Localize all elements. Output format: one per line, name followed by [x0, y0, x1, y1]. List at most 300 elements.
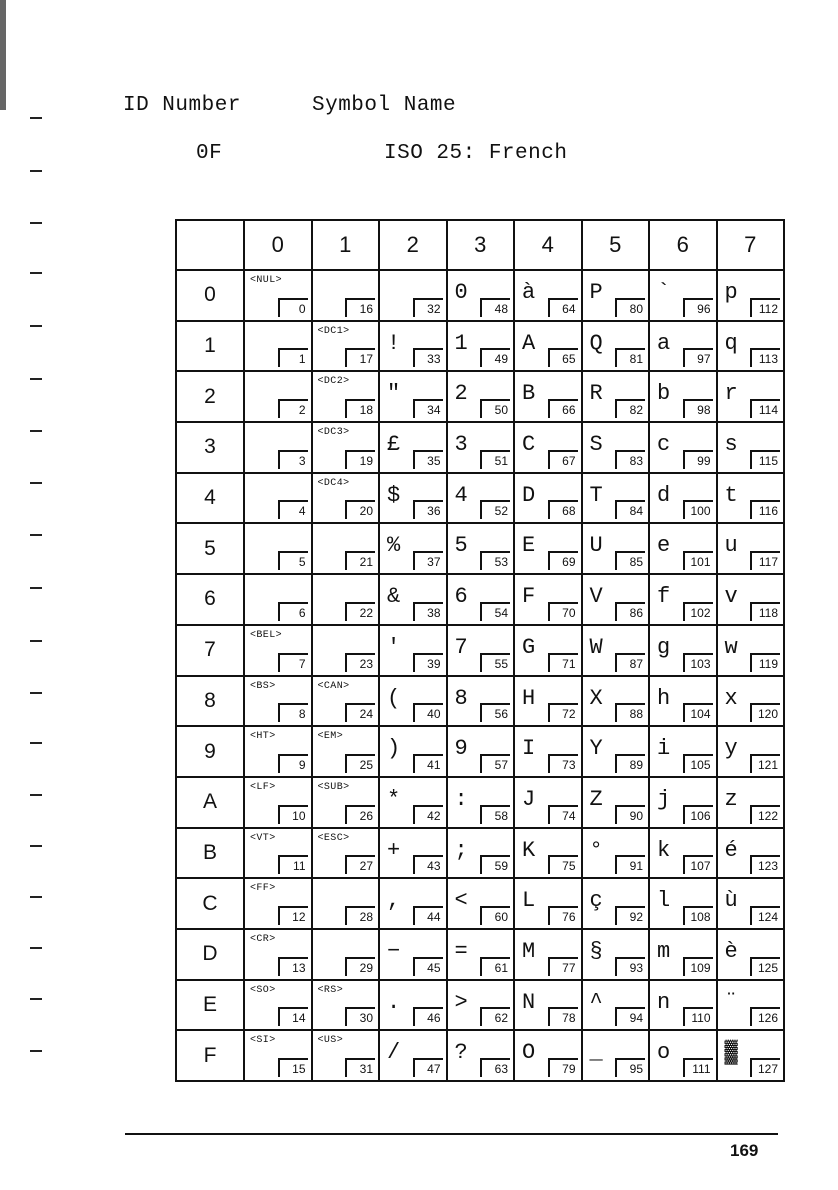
table-cell [649, 1030, 717, 1081]
table-cell [514, 422, 582, 473]
table-cell [717, 422, 785, 473]
margin-tick-mark [30, 272, 42, 274]
decimal-code-box: 58 [480, 805, 510, 824]
table-cell [312, 878, 380, 929]
table-cell [649, 574, 717, 625]
margin-tick-mark [30, 170, 42, 172]
table-cell [447, 473, 515, 524]
decimal-code-box: 109 [683, 957, 713, 976]
table-cell [582, 929, 650, 980]
table-cell [379, 523, 447, 574]
control-code-label: <HT> [250, 731, 276, 743]
control-code-label: <DC2> [317, 376, 350, 388]
decimal-code-box: 49 [480, 348, 510, 367]
decimal-code-box: 26 [345, 805, 375, 824]
table-row [176, 929, 784, 980]
row-header: C [176, 878, 244, 929]
decimal-code-box: 64 [548, 298, 578, 317]
table-cell [379, 371, 447, 422]
character-glyph: K [522, 837, 536, 863]
character-glyph: à [522, 280, 536, 305]
decimal-code-box: 42 [413, 805, 443, 824]
decimal-code-box: 19 [345, 450, 375, 469]
decimal-code-box: 118 [750, 602, 780, 621]
character-glyph: t [724, 482, 738, 508]
row-header: 0 [176, 270, 244, 321]
table-cell [312, 321, 380, 372]
column-header: 6 [649, 220, 717, 270]
table-cell [582, 574, 650, 625]
decimal-code-box: 73 [548, 754, 578, 773]
character-glyph: 6 [454, 584, 468, 610]
table-cell [649, 371, 717, 422]
decimal-code-box: 119 [750, 653, 780, 672]
table-cell [379, 777, 447, 828]
control-code-label: <NUL> [250, 275, 283, 286]
decimal-code-box: 113 [750, 348, 780, 367]
row-header: 5 [176, 523, 244, 574]
decimal-code-box: 41 [413, 754, 443, 773]
table-cell [717, 523, 785, 574]
table-cell [514, 321, 582, 372]
table-cell [447, 777, 515, 828]
decimal-code-box: 94 [615, 1007, 645, 1026]
table-row [176, 828, 784, 879]
table-cell [312, 270, 380, 321]
row-header: E [176, 980, 244, 1031]
decimal-code-box: 70 [548, 602, 578, 621]
row-header: 7 [176, 625, 244, 676]
character-glyph: è [724, 938, 738, 964]
table-cell [244, 625, 312, 676]
character-glyph: k [657, 837, 671, 863]
margin-tick-mark [30, 534, 42, 536]
table-row [176, 625, 784, 676]
decimal-code-box: 84 [615, 500, 645, 519]
character-glyph: 2 [454, 381, 468, 407]
decimal-code-box: 122 [750, 805, 780, 824]
decimal-code-box: 24 [345, 703, 375, 722]
character-glyph: m [657, 938, 671, 964]
table-cell [514, 523, 582, 574]
decimal-code-box: 0 [278, 298, 308, 317]
character-glyph: h [657, 685, 671, 711]
control-code-label: <DC3> [317, 427, 350, 439]
decimal-code-box: 116 [750, 500, 780, 519]
character-glyph: U [589, 533, 603, 559]
row-header: 3 [176, 422, 244, 473]
table-cell [717, 371, 785, 422]
character-glyph: / [387, 1040, 401, 1066]
table-cell [717, 828, 785, 879]
decimal-code-box: 68 [548, 500, 578, 519]
row-header: B [176, 828, 244, 879]
table-cell [244, 676, 312, 727]
table-cell [582, 321, 650, 372]
decimal-code-box: 12 [278, 906, 308, 925]
character-glyph: * [387, 786, 401, 812]
character-glyph: & [387, 584, 401, 610]
character-glyph: C [522, 432, 536, 458]
table-cell [379, 321, 447, 372]
table-cell [717, 980, 785, 1031]
decimal-code-box: 47 [413, 1058, 443, 1077]
table-cell [447, 270, 515, 321]
table-cell [649, 321, 717, 372]
decimal-code-box: 80 [615, 298, 645, 317]
table-cell [244, 321, 312, 372]
decimal-code-box: 76 [548, 906, 578, 925]
table-cell [244, 929, 312, 980]
table-cell [379, 574, 447, 625]
table-cell [312, 676, 380, 727]
column-header: 2 [379, 220, 447, 270]
table-cell [244, 473, 312, 524]
table-cell [717, 473, 785, 524]
control-code-label: <RS> [317, 984, 344, 996]
character-glyph: £ [387, 432, 401, 458]
decimal-code-box: 6 [278, 602, 308, 621]
character-glyph: ! [387, 330, 401, 356]
decimal-code-box: 74 [548, 805, 578, 824]
decimal-code-box: 34 [413, 399, 443, 418]
character-glyph: o [657, 1040, 671, 1066]
table-cell [244, 980, 312, 1031]
decimal-code-box: 52 [480, 500, 510, 519]
decimal-code-box: 72 [548, 703, 578, 722]
decimal-code-box: 16 [345, 298, 375, 317]
character-glyph: c [657, 432, 671, 458]
table-cell [447, 523, 515, 574]
decimal-code-box: 59 [480, 855, 510, 874]
table-cell [582, 726, 650, 777]
table-cell [244, 878, 312, 929]
table-cell [379, 828, 447, 879]
character-glyph: − [387, 938, 401, 964]
table-cell [244, 270, 312, 321]
table-cell [312, 726, 380, 777]
table-cell [447, 321, 515, 372]
table-cell [379, 473, 447, 524]
character-glyph: f [657, 584, 671, 610]
decimal-code-box: 54 [480, 602, 510, 621]
table-cell [244, 523, 312, 574]
decimal-code-box: 100 [683, 500, 713, 519]
decimal-code-box: 22 [345, 602, 375, 621]
table-cell [649, 777, 717, 828]
table-cell [447, 878, 515, 929]
table-cell [244, 574, 312, 625]
decimal-code-box: 11 [278, 855, 308, 874]
table-row [176, 523, 784, 574]
table-cell [312, 625, 380, 676]
decimal-code-box: 5 [278, 551, 308, 570]
table-cell [379, 878, 447, 929]
character-glyph: 0 [454, 280, 468, 305]
margin-tick-mark [30, 222, 42, 224]
table-cell [312, 828, 380, 879]
character-glyph: n [657, 989, 671, 1015]
character-glyph: . [387, 989, 401, 1015]
decimal-code-box: 78 [548, 1007, 578, 1026]
character-glyph: I [522, 736, 536, 762]
decimal-code-box: 10 [278, 805, 308, 824]
character-glyph: ? [454, 1040, 468, 1066]
table-cell [447, 980, 515, 1031]
decimal-code-box: 18 [345, 399, 375, 418]
character-glyph: $ [387, 482, 401, 508]
table-cell [312, 371, 380, 422]
decimal-code-box: 67 [548, 450, 578, 469]
table-cell [379, 929, 447, 980]
decimal-code-box: 51 [480, 450, 510, 469]
table-row [176, 726, 784, 777]
decimal-code-box: 88 [615, 703, 645, 722]
decimal-code-box: 105 [683, 754, 713, 773]
table-cell [312, 473, 380, 524]
character-glyph: x [724, 685, 738, 711]
decimal-code-box: 50 [480, 399, 510, 418]
decimal-code-box: 82 [615, 399, 645, 418]
decimal-code-box: 81 [615, 348, 645, 367]
character-glyph: V [589, 584, 603, 610]
table-row [176, 270, 784, 321]
margin-tick-mark [30, 845, 42, 847]
decimal-code-box: 101 [683, 551, 713, 570]
table-cell [649, 270, 717, 321]
table-cell [312, 523, 380, 574]
table-cell [379, 726, 447, 777]
decimal-code-box: 43 [413, 855, 443, 874]
character-glyph: ¨ [724, 989, 738, 1015]
scan-edge-shadow [0, 0, 6, 110]
table-cell [514, 929, 582, 980]
decimal-code-box: 108 [683, 906, 713, 925]
decimal-code-box: 83 [615, 450, 645, 469]
control-code-label: <BS> [250, 680, 276, 692]
table-cell [514, 371, 582, 422]
character-glyph: ^ [589, 989, 603, 1015]
table-row [176, 980, 784, 1031]
table-cell [649, 828, 717, 879]
table-cell [244, 422, 312, 473]
table-cell [514, 625, 582, 676]
table-cell [379, 422, 447, 473]
decimal-code-box: 77 [548, 957, 578, 976]
table-cell [717, 929, 785, 980]
table-cell [312, 574, 380, 625]
character-table-body [176, 270, 784, 1081]
character-glyph: D [522, 482, 536, 508]
row-header: F [176, 1030, 244, 1081]
decimal-code-box: 103 [683, 653, 713, 672]
decimal-code-box: 69 [548, 551, 578, 570]
character-glyph: B [522, 381, 536, 407]
decimal-code-box: 44 [413, 906, 443, 925]
decimal-code-box: 107 [683, 855, 713, 874]
control-code-label: <SO> [250, 984, 276, 996]
table-cell [717, 878, 785, 929]
character-glyph: N [522, 989, 536, 1015]
table-row [176, 473, 784, 524]
column-header: 5 [582, 220, 650, 270]
decimal-code-box: 79 [548, 1058, 578, 1077]
decimal-code-box: 38 [413, 602, 443, 621]
control-code-label: <SUB> [317, 781, 350, 793]
character-glyph: v [724, 584, 738, 610]
table-cell [717, 321, 785, 372]
footer-rule [125, 1133, 778, 1135]
decimal-code-box: 102 [683, 602, 713, 621]
decimal-code-box: 8 [278, 703, 308, 722]
character-glyph: ) [387, 736, 401, 762]
decimal-code-box: 60 [480, 906, 510, 925]
decimal-code-box: 90 [615, 805, 645, 824]
character-glyph: T [589, 482, 603, 508]
decimal-code-box: 23 [345, 653, 375, 672]
character-glyph: 8 [454, 685, 468, 711]
margin-tick-mark [30, 640, 42, 642]
table-cell [244, 1030, 312, 1081]
character-glyph: Q [589, 330, 603, 356]
character-glyph: + [387, 837, 401, 863]
table-cell [379, 625, 447, 676]
id-number-label: ID Number [123, 94, 241, 117]
table-cell [447, 676, 515, 727]
decimal-code-box: 91 [615, 855, 645, 874]
character-glyph: i [657, 736, 671, 762]
table-cell [514, 878, 582, 929]
decimal-code-box: 65 [548, 348, 578, 367]
table-cell [649, 929, 717, 980]
table-cell [244, 726, 312, 777]
character-glyph: u [724, 533, 738, 559]
table-cell [649, 676, 717, 727]
table-cell [514, 777, 582, 828]
character-glyph: > [454, 989, 468, 1015]
table-cell [312, 980, 380, 1031]
decimal-code-box: 98 [683, 399, 713, 418]
character-glyph: O [522, 1040, 536, 1066]
character-glyph: G [522, 634, 536, 660]
column-header-row [176, 220, 784, 270]
table-cell [447, 726, 515, 777]
decimal-code-box: 112 [750, 298, 780, 317]
table-cell [649, 473, 717, 524]
table-row [176, 574, 784, 625]
decimal-code-box: 117 [750, 551, 780, 570]
control-code-label: <EM> [317, 731, 344, 743]
decimal-code-box: 62 [480, 1007, 510, 1026]
table-cell [447, 574, 515, 625]
table-cell [649, 878, 717, 929]
decimal-code-box: 106 [683, 805, 713, 824]
table-cell [582, 676, 650, 727]
table-cell [582, 523, 650, 574]
margin-tick-mark [30, 117, 42, 119]
decimal-code-box: 21 [345, 551, 375, 570]
column-header: 7 [717, 220, 785, 270]
table-cell [582, 371, 650, 422]
character-glyph: < [454, 888, 468, 914]
corner-cell [176, 220, 244, 270]
column-header: 0 [244, 220, 312, 270]
row-header: 4 [176, 473, 244, 524]
table-cell [244, 777, 312, 828]
character-glyph: 3 [454, 432, 468, 458]
decimal-code-box: 40 [413, 703, 443, 722]
character-glyph: w [724, 634, 738, 660]
character-glyph: a [657, 330, 671, 356]
table-row [176, 676, 784, 727]
table-cell [717, 574, 785, 625]
character-glyph: d [657, 482, 671, 508]
margin-tick-mark [30, 742, 42, 744]
table-cell [582, 828, 650, 879]
decimal-code-box: 99 [683, 450, 713, 469]
symbol-name-value: ISO 25: French [384, 142, 568, 165]
character-glyph: ▓ [724, 1040, 738, 1066]
table-cell [312, 929, 380, 980]
table-row [176, 371, 784, 422]
character-glyph: é [724, 837, 738, 863]
id-number-value: 0F [196, 142, 223, 165]
decimal-code-box: 110 [683, 1007, 713, 1026]
margin-tick-mark [30, 947, 42, 949]
table-cell [514, 980, 582, 1031]
decimal-code-box: 15 [278, 1058, 308, 1077]
table-cell [514, 676, 582, 727]
control-code-label: <FF> [250, 883, 276, 895]
control-code-label: <DC1> [317, 325, 350, 337]
character-glyph: p [724, 280, 738, 305]
decimal-code-box: 3 [278, 450, 308, 469]
decimal-code-box: 75 [548, 855, 578, 874]
decimal-code-box: 39 [413, 653, 443, 672]
character-glyph: § [589, 938, 603, 964]
decimal-code-box: 125 [750, 957, 780, 976]
character-glyph: j [657, 786, 671, 812]
column-header: 3 [447, 220, 515, 270]
table-cell [717, 777, 785, 828]
table-row [176, 422, 784, 473]
decimal-code-box: 97 [683, 348, 713, 367]
character-glyph: A [522, 330, 536, 356]
table-cell [649, 625, 717, 676]
table-cell [379, 676, 447, 727]
decimal-code-box: 14 [278, 1007, 308, 1026]
margin-tick-mark [30, 692, 42, 694]
table-row [176, 777, 784, 828]
character-glyph: , [387, 888, 401, 914]
decimal-code-box: 2 [278, 399, 308, 418]
column-header: 1 [312, 220, 380, 270]
control-code-label: <ESC> [317, 832, 350, 844]
table-cell [514, 574, 582, 625]
table-row [176, 1030, 784, 1081]
control-code-label: <BEL> [250, 629, 283, 641]
table-cell [514, 828, 582, 879]
decimal-code-box: 61 [480, 957, 510, 976]
decimal-code-box: 87 [615, 653, 645, 672]
control-code-label: <LF> [250, 781, 276, 793]
decimal-code-box: 35 [413, 450, 443, 469]
table-cell [582, 777, 650, 828]
decimal-code-box: 37 [413, 551, 443, 570]
row-header: 9 [176, 726, 244, 777]
character-glyph: Y [589, 736, 603, 762]
decimal-code-box: 1 [278, 348, 308, 367]
